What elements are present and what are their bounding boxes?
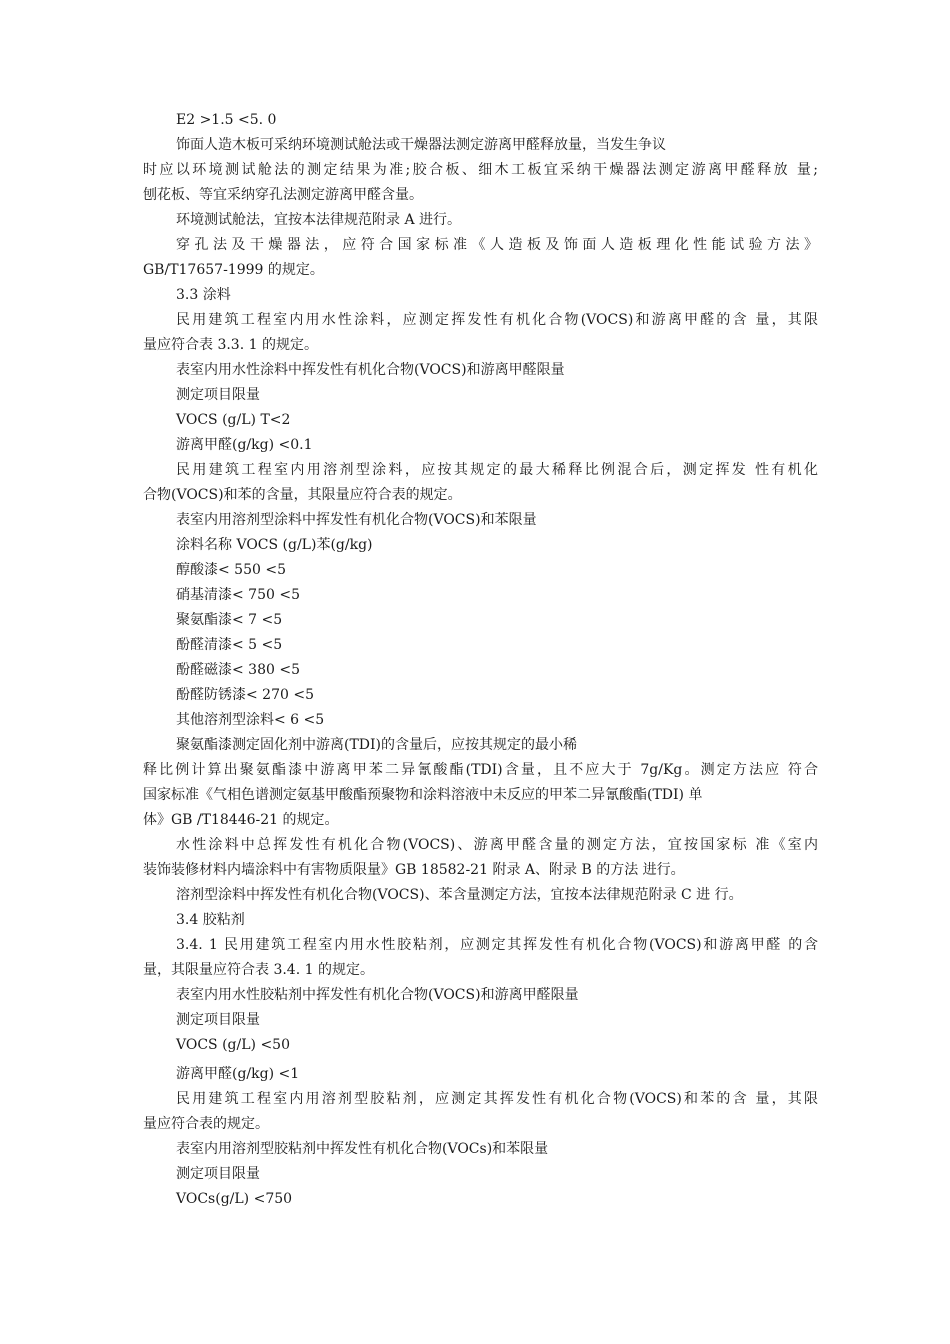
table-row: VOCS (g/L) <50: [176, 1037, 290, 1053]
text-line: 刨花板、等宜采纳穿孔法测定游离甲醛含量。: [143, 187, 423, 203]
table-row: 硝基清漆< 750 <5: [176, 587, 300, 603]
table-row: VOCS (g/L) T<2: [176, 412, 291, 428]
table-row: 酚醛防锈漆< 270 <5: [176, 687, 314, 703]
document-body: [143, 108, 818, 1212]
text-line: 穿孔法及干燥器法，应符合国家标准《人造板及饰面人造板理化性能试验方法》: [176, 237, 818, 253]
text-line: 量应符合表的规定。: [143, 1116, 269, 1132]
table-row: 游离甲醛(g/kg) <0.1: [176, 437, 313, 453]
text-line: 时应以环境测试舱法的测定结果为准;胶合板、细木工板宜采纳干燥器法测定游离甲醛释放 量;: [143, 162, 818, 178]
text-line: 环境测试舱法，宜按本法律规范附录 A 进行。: [176, 212, 462, 228]
text-line: 量应符合表 3.3. 1 的规定。: [143, 337, 318, 353]
table-header: 测定项目限量: [176, 387, 260, 403]
table-row: VOCs(g/L) <750: [176, 1191, 293, 1207]
text-line: 民用建筑工程室内用溶剂型涂料，应按其规定的最大稀释比例混合后，测定挥发 性有机化: [176, 462, 818, 478]
section-heading: 3.3 涂料: [176, 287, 231, 303]
table-caption: 表室内用溶剂型涂料中挥发性有机化合物(VOCS)和苯限量: [176, 512, 537, 528]
table-row: 酚醛磁漆< 380 <5: [176, 662, 300, 678]
table-header: 涂料名称 VOCS (g/L)苯(g/kg): [176, 537, 373, 553]
text-line: 饰面人造木板可采纳环境测试舱法或干燥器法测定游离甲醛释放量，当发生争议: [176, 137, 666, 153]
text-line: 民用建筑工程室内用溶剂型胶粘剂，应测定其挥发性有机化合物(VOCS)和苯的含 量，其限: [176, 1091, 818, 1107]
text-line: 量，其限量应符合表 3.4. 1 的规定。: [143, 962, 374, 978]
table-caption: 表室内用溶剂型胶粘剂中挥发性有机化合物(VOCs)和苯限量: [176, 1141, 549, 1157]
table-row: 醇酸漆< 550 <5: [176, 562, 286, 578]
text-line: 水性涂料中总挥发性有机化合物(VOCS)、游离甲醛含量的测定方法，宜按国家标 准《室内: [176, 837, 818, 853]
text-line: 3.4. 1 民用建筑工程室内用水性胶粘剂，应测定其挥发性有机化合物(VOCS)和游离甲醛 的含: [176, 937, 818, 953]
table-row: 聚氨酯漆< 7 <5: [176, 612, 283, 628]
table-caption: 表室内用水性胶粘剂中挥发性有机化合物(VOCS)和游离甲醛限量: [176, 987, 579, 1003]
text-line: 国家标准《气相色谱测定氨基甲酸酯预聚物和涂料溶液中未反应的甲苯二异氰酸酯(TDI) 单: [143, 787, 703, 803]
text-line: 溶剂型涂料中挥发性有机化合物(VOCS)、苯含量测定方法，宜按本法律规范附录 C 进 行。: [176, 887, 743, 903]
text-line: E2 >1.5 <5. 0: [176, 112, 277, 128]
text-line: 聚氨酯漆测定固化剂中游离(TDI)的含量后，应按其规定的最小稀: [176, 737, 578, 753]
table-header: 测定项目限量: [176, 1012, 260, 1028]
text-line: 装饰装修材料内墙涂料中有害物质限量》GB 18582-21 附录 A、附录 B 的方法 进行。: [143, 862, 685, 878]
table-header: 测定项目限量: [176, 1166, 260, 1182]
table-row: 其他溶剂型涂料< 6 <5: [176, 712, 325, 728]
text-line: 民用建筑工程室内用水性涂料，应测定挥发性有机化合物(VOCS)和游离甲醛的含 量，其限: [176, 312, 818, 328]
text-line: 体》GB /T18446-21 的规定。: [143, 812, 339, 828]
table-row: 酚醛清漆< 5 <5: [176, 637, 283, 653]
text-line: GB/T17657-1999 的规定。: [143, 262, 324, 278]
table-row: 游离甲醛(g/kg) <1: [176, 1066, 300, 1082]
text-line: 释比例计算出聚氨酯漆中游离甲苯二异氰酸酯(TDI)含量，且不应大于 7g/Kg。测定方法应 符合: [143, 762, 818, 778]
table-caption: 表室内用水性涂料中挥发性有机化合物(VOCS)和游离甲醛限量: [176, 362, 565, 378]
text-line: 合物(VOCS)和苯的含量，其限量应符合表的规定。: [143, 487, 462, 503]
section-heading: 3.4 胶粘剂: [176, 912, 245, 928]
